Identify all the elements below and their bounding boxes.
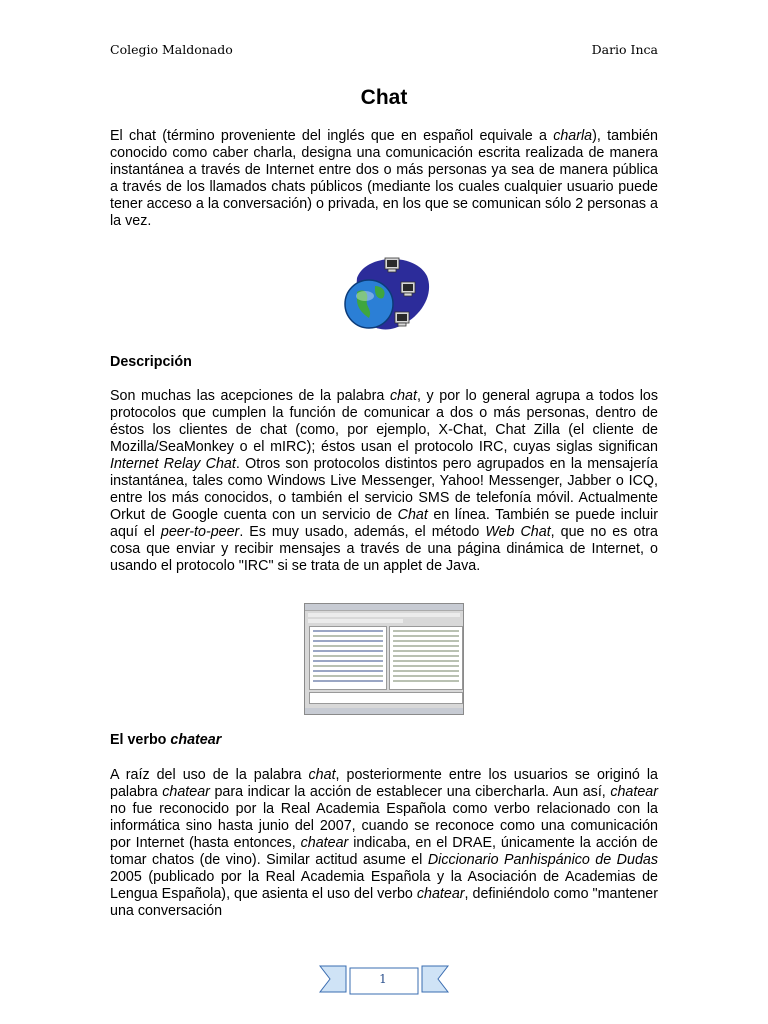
- intro-paragraph: El chat (término proveniente del inglés que en español equivale a charla), también conocido como caber charla, designa una comunicación escrita realizada de manera instantánea a través de Internet entre dos o más personas ya sea de manera pública a través de los llamados chats públicos (mediante los cuales cualquier usuario puede tener acceso a la conversación) o privada, en los que se comunican sólo 2 personas a la vez.: [110, 128, 658, 229]
- networked-globe-illustration: [335, 248, 435, 336]
- page-number: 1: [379, 972, 387, 986]
- chat-settings-panel: [389, 626, 463, 690]
- chat-messages-panel: [309, 626, 387, 690]
- chat-input-box: [309, 692, 463, 704]
- verbo-paragraph: A raíz del uso de la palabra chat, posteriormente entre los usuarios se originó la palabra chatear para indicar la acción de establecer una cibercharla. Aun así, chatear no fue reconocido por la Real Academia Española como verbo relacionado con la informática sino hasta junio del 2007, cuando se reconoce como una comunicación por Internet (hasta entonces, chatear indicaba, en el DRAE, únicamente la acción de tomar chatos (de vino). Similar actitud asume el Diccionario Panhispánico de Dudas 2005 (publicado por la Real Academia Española y la Asociación de Academias de Lengua Española), que asienta el uso del verbo chatear, definiéndolo como "mantener una conversación: [110, 767, 658, 919]
- section-heading-descripcion: Descripción: [110, 354, 192, 370]
- descripcion-paragraph: Son muchas las acepciones de la palabra chat, y por lo general agrupa a todos los protocolos que cumplen la función de comunicar a dos o más personas, dentro de éstos los clientes de chat (como, por ejemplo, X-Chat, Chat Zilla (el cliente de Mozilla/SeaMonkey o el mIRC); éstos usan el protocolo IRC, cuyas siglas significan Internet Relay Chat. Otros son protocolos distintos pero agrupados en la mensajería instantánea, tales como Windows Live Messenger, Yahoo! Messenger, Jabber o ICQ, entre los más conocidos, o también el servicio SMS de telefonía móvil. Actualmente Orkut de Google cuenta con un servicio de Chat en línea. También se puede incluir aquí el peer-to-peer. Es muy usado, además, el método Web Chat, que no es otra cosa que enviar y recibir mensajes a través de una página dinámica de Internet, o usando el protocolo "IRC" si se trata de un applet de Java.: [110, 388, 659, 574]
- chat-client-screenshot: [304, 603, 464, 715]
- page-header: [110, 42, 658, 57]
- header-author: Dario Inca: [591, 42, 658, 57]
- header-school: Colegio Maldonado: [110, 42, 233, 57]
- section-heading-verbo: El verbo chatear: [110, 732, 222, 748]
- page-title: Chat: [360, 86, 408, 109]
